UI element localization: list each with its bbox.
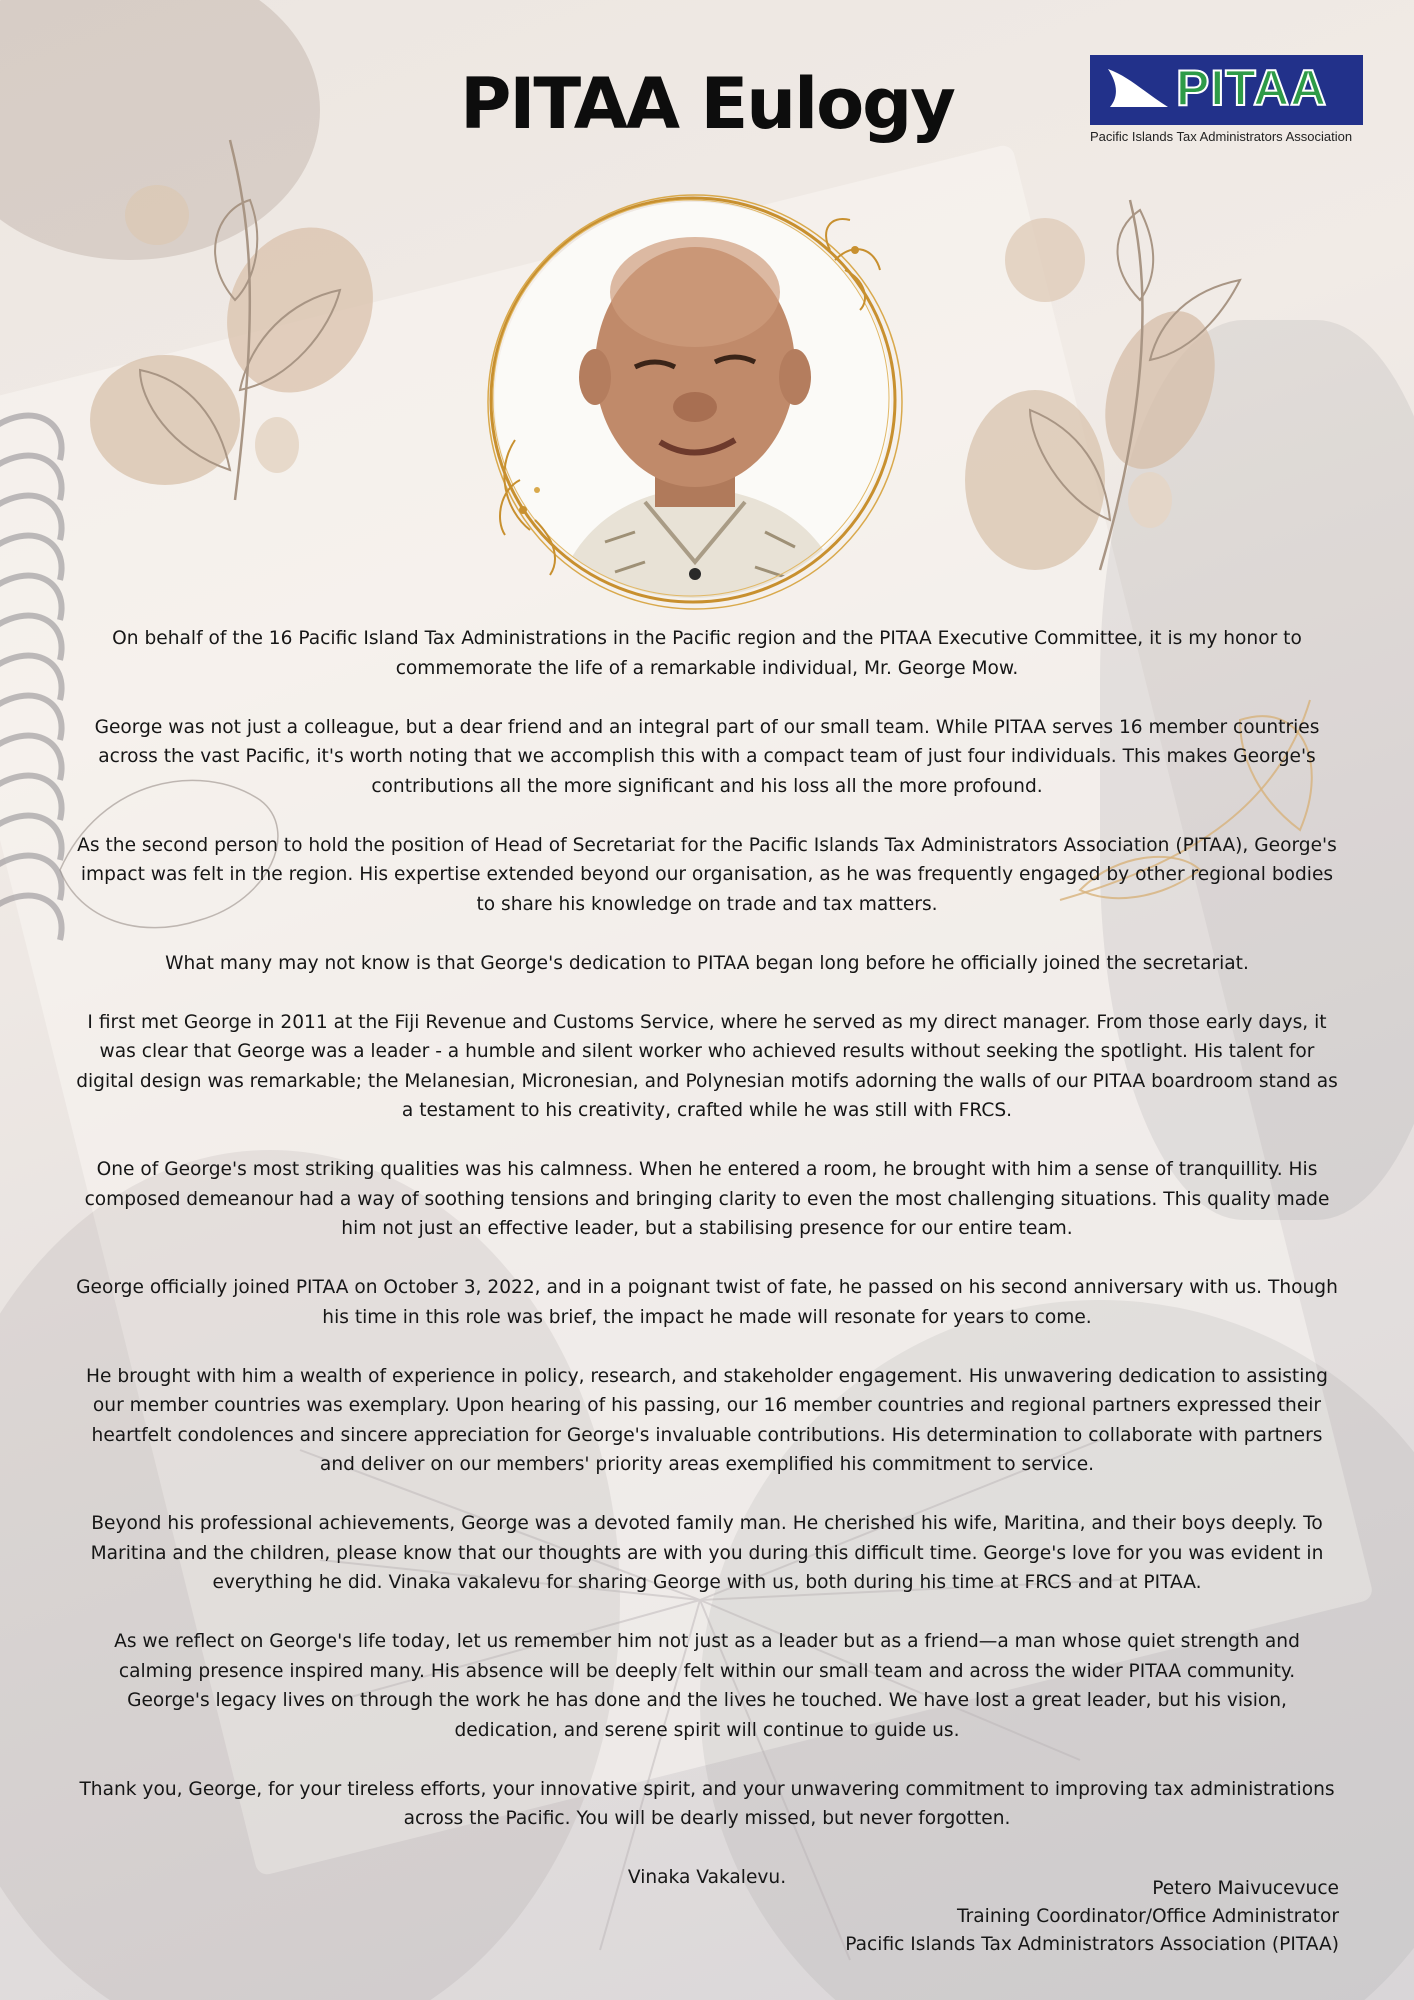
eulogy-paragraph: George officially joined PITAA on October 3, 2022, and in a poignant twist of fate, he passed on his second anniversary with us. Though his time in this role was brief, the impact he made will resonate for years to come. xyxy=(76,1277,1338,1328)
eulogy-paragraph: What many may not know is that George's dedication to PITAA began long before he officially joined the secretariat. xyxy=(165,952,1249,974)
signatory-name: Petero Maivucevuce xyxy=(1152,1878,1339,1899)
eulogy-paragraph: George was not just a colleague, but a dear friend and an integral part of our small team. While PITAA serves 16 member countries across the vast Pacific, it's worth noting that we accomplish this with a compact team of just four individuals. This makes George's contributions all the more significant and his loss all the more profound. xyxy=(94,716,1320,797)
eulogy-paragraph: As the second person to hold the position of Head of Secretariat for the Pacific Islands Tax Administrators Association (PITAA), George's impact was felt in the region. His expertise extended beyond our organisation, as he was frequently engaged by other regional bodies to share his knowledge on trade and tax matters. xyxy=(77,834,1337,915)
eulogy-paragraph: As we reflect on George's life today, let us remember him not just as a leader but as a friend—a man whose quiet strength and calming presence inspired many. His absence will be deeply felt within our small team and across the wider PITAA community. George's legacy lives on through the work he has done and the lives he touched. We have lost a great leader, but his vision, dedication, and serene spirit will continue to guide us. xyxy=(114,1631,1300,1741)
page-title: PITAA Eulogy xyxy=(460,63,954,145)
portrait-frame xyxy=(475,190,915,610)
sail-icon xyxy=(1090,55,1180,125)
signature-block xyxy=(845,1875,1339,1959)
logo-subtitle: Pacific Islands Tax Administrators Association xyxy=(1090,129,1353,144)
logo-box xyxy=(1090,55,1363,125)
closing-line: Vinaka Vakalevu. xyxy=(627,1867,787,1888)
gold-floral-frame xyxy=(475,190,915,610)
pitaa-logo xyxy=(1090,55,1365,147)
logo-wordmark: PITAA xyxy=(1176,60,1328,116)
eulogy-paragraph: One of George's most striking qualities was his calmness. When he entered a room, he brought with him a sense of tranquillity. His composed demeanour had a way of soothing tensions and bringing clarity to even the most challenging situations. This quality made him not just an effective leader, but a stabilising presence for our entire team. xyxy=(84,1159,1330,1239)
eulogy-paragraph: On behalf of the 16 Pacific Island Tax Administrations in the Pacific region and the PITAA Executive Committee, it is my honor to commemorate the life of a remarkable individual, Mr. George Mow. xyxy=(112,628,1302,679)
eulogy-paragraph: I first met George in 2011 at the Fiji Revenue and Customs Service, where he served as my direct manager. From those early days, it was clear that George was a leader - a humble and silent worker who achieved results without seeking the spotlight. His talent for digital design was remarkable; the Melanesian, Micronesian, and Polynesian motifs adorning the walls of our PITAA boardroom stand as a testament to his creativity, crafted while he was still with FRCS. xyxy=(76,1011,1338,1121)
header xyxy=(0,55,1414,155)
eulogy-paragraph: Beyond his professional achievements, George was a devoted family man. He cherished his wife, Maritina, and their boys deeply. To Maritina and the children, please know that our thoughts are with you during this difficult time. George's love for you was evident in everything he did. Vinaka vakalevu for sharing George with us, both during his time at FRCS and at PITAA. xyxy=(90,1513,1324,1593)
eulogy-paragraph: Thank you, George, for your tireless efforts, your innovative spirit, and your unwavering commitment to improving tax administrations across the Pacific. You will be dearly missed, but never forgotten. xyxy=(79,1778,1335,1829)
signatory-organisation: Pacific Islands Tax Administrators Association (PITAA) xyxy=(845,1934,1339,1955)
eulogy-body xyxy=(75,624,1339,1922)
signatory-role: Training Coordinator/Office Administrator xyxy=(957,1906,1339,1927)
eulogy-paragraph: He brought with him a wealth of experience in policy, research, and stakeholder engagement. His unwavering dedication to assisting our member countries was exemplary. Upon hearing of his passing, our 16 member countries and regional partners expressed their heartfelt condolences and sincere appreciation for George's invaluable contributions. His determination to collaborate with partners and deliver on our members' priority areas exemplified his commitment to service. xyxy=(86,1365,1328,1475)
